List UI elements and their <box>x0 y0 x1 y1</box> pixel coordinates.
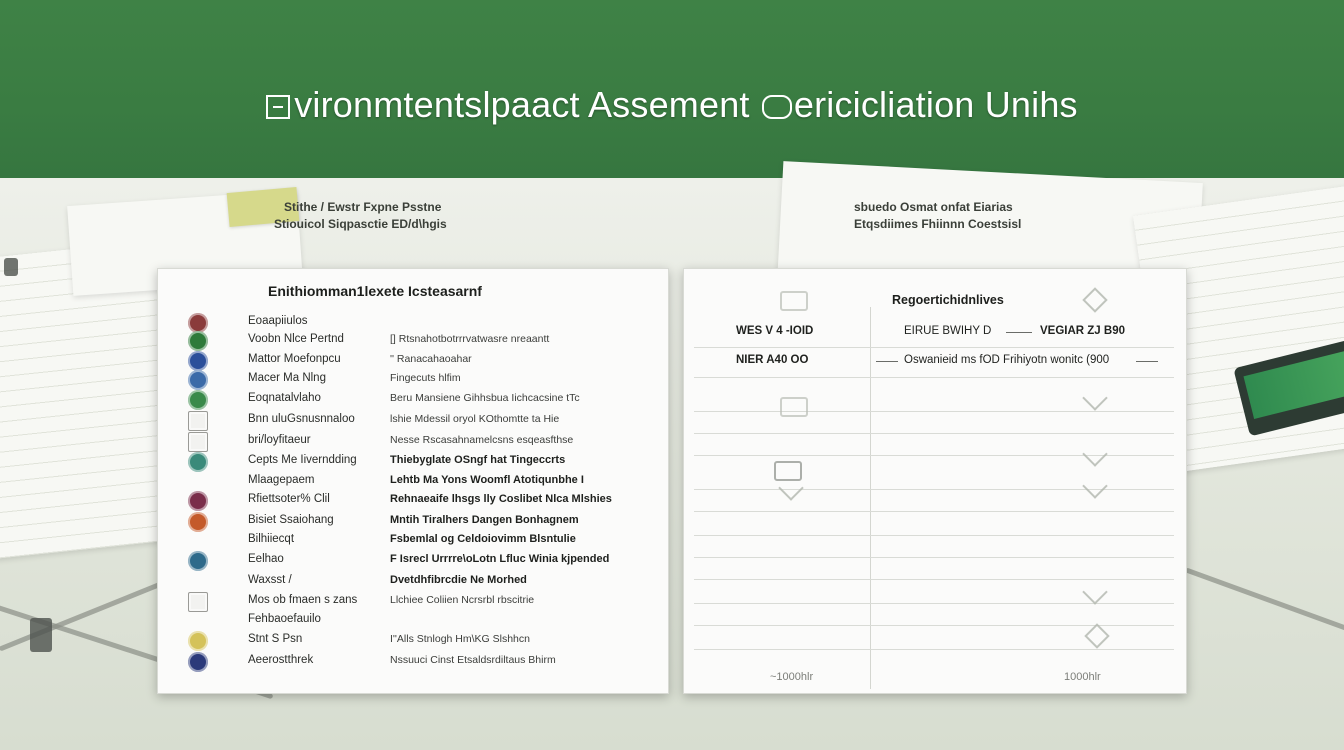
header-banner <box>0 0 1344 178</box>
page-icon <box>188 411 208 431</box>
cell-value: Oswanieid ms fOD Frihiyotn wonitc (900 <box>904 354 1110 366</box>
item-value: Llchiee Coliien Ncrsrbl rbscitrie <box>390 594 535 606</box>
background-label-right <box>854 199 1021 233</box>
item-value: '' Ranacahaoahar <box>390 353 472 365</box>
title-text-2: ericicliation Unihs <box>793 84 1078 125</box>
tree-icon <box>188 390 208 410</box>
background-label-line: sbuedo Osmat onfat Eiarias <box>854 200 1013 214</box>
row-line <box>694 625 1174 626</box>
list-item <box>158 472 670 492</box>
row-line <box>694 377 1174 378</box>
list-item <box>158 370 670 390</box>
cell-value: WES V 4 -IOID <box>736 325 814 337</box>
list-item <box>158 351 670 371</box>
list-item <box>158 631 670 651</box>
item-label: Mos ob fmaen s zans <box>248 594 358 606</box>
item-value: Dvetdhfibrcdie Ne Morhed <box>390 574 527 586</box>
item-value: Thiebyglate OSngf hat Tingeccrts <box>390 454 566 466</box>
page-title <box>0 84 1344 126</box>
footer-value: 1000hlr <box>1064 671 1101 683</box>
background-label-line: Stiouicol Siqpasctie ED/d\hgis <box>274 217 447 231</box>
chevron-down-icon <box>1082 441 1107 466</box>
list-item <box>158 652 670 672</box>
requirements-panel <box>683 268 1187 694</box>
item-label: Cepts Me Iiverndding <box>248 454 357 466</box>
item-label: Mlaagepaem <box>248 474 315 486</box>
item-label: Aeerostthrek <box>248 654 314 666</box>
background-rod <box>1185 567 1344 633</box>
row-line <box>694 579 1174 580</box>
item-label: bri/loyfitaeur <box>248 434 311 446</box>
leaf-icon <box>266 95 290 119</box>
list-item <box>158 452 670 472</box>
doc-icon <box>188 592 208 612</box>
panel-title: Enithiomman1lexete Icsteasarnf <box>268 283 482 299</box>
cloud-icon <box>762 95 792 119</box>
recycle-icon <box>188 452 208 472</box>
list-item <box>158 572 670 592</box>
row-line <box>694 557 1174 558</box>
title-text-1: vironmtentslpaact Assement <box>294 84 750 125</box>
row-line <box>694 411 1174 412</box>
globe-icon <box>188 351 208 371</box>
list-item <box>158 411 670 431</box>
list-item <box>158 432 670 452</box>
list-item <box>158 592 670 612</box>
cell-value: VEGIAR ZJ B90 <box>1040 325 1125 337</box>
earth-icon <box>188 551 208 571</box>
item-value: Fingecuts hlfim <box>390 372 461 384</box>
item-value: Nesse Rscasahnamelcsns esqeasfthse <box>390 434 574 446</box>
item-value: Mntih Tiralhers Dangen Bonhagnem <box>390 514 579 526</box>
item-value: Nssuuci Cinst Etsaldsrdiltaus Bhirm <box>390 654 556 666</box>
binder-clip <box>30 618 52 652</box>
row-line <box>694 535 1174 536</box>
binder-clip <box>4 258 18 276</box>
flower-icon <box>188 631 208 651</box>
cell-value: EIRUE BWIHY D <box>904 325 992 337</box>
target-icon <box>188 491 208 511</box>
row-line <box>694 511 1174 512</box>
row-line <box>694 603 1174 604</box>
item-label: Mattor Moefonpcu <box>248 353 341 365</box>
item-value: [] Rtsnahotbotrrrvatwasre nreaantt <box>390 333 550 345</box>
list-item <box>158 512 670 532</box>
item-value: Rehnaeaife lhsgs lly Coslibet Nlca Mlshies <box>390 493 612 505</box>
item-value: Fsbemlal og Celdoiovimm Blsntulie <box>390 533 576 545</box>
item-value: Lehtb Ma Yons Woomfl Atotiqunbhe I <box>390 474 584 486</box>
row-line <box>694 649 1174 650</box>
list-item <box>158 531 670 551</box>
diamond-icon <box>1082 287 1107 312</box>
background-label-line: Stithe / Ewstr Fxpne Psstne <box>284 200 442 214</box>
item-label: Macer Ma Nlng <box>248 372 326 384</box>
background-label-line: Etqsdiimes Fhiinnn Coestsisl <box>854 217 1022 231</box>
item-label: Waxsst / <box>248 574 292 586</box>
panel-title: Regoertichidnlives <box>892 293 1004 307</box>
item-value: I''Alls Stnlogh Hm\KG Slshhcn <box>390 633 530 645</box>
water-icon <box>188 370 208 390</box>
badge-icon <box>188 652 208 672</box>
item-label: Bisiet Ssaiohang <box>248 514 334 526</box>
chevron-down-icon <box>1082 473 1107 498</box>
list-item <box>158 331 670 351</box>
item-value: Beru Mansiene Gihhsbua Iichcacsine tTc <box>390 392 580 404</box>
leaf-icon <box>188 331 208 351</box>
item-label: Stnt S Psn <box>248 633 303 645</box>
impact-list-panel <box>157 268 669 694</box>
item-label: Eoaapiiulos <box>248 315 308 327</box>
item-value: F Isrecl Urrrre\oLotn Lfluc Winia kjpended <box>390 553 610 565</box>
footer-value: ~1000hlr <box>770 671 814 683</box>
row-line <box>694 347 1174 348</box>
item-label: Fehbaoefauilo <box>248 613 321 625</box>
column-divider <box>870 307 871 689</box>
page-icon <box>188 432 208 452</box>
gear-icon <box>188 313 208 333</box>
item-label: Eelhao <box>248 553 284 565</box>
item-label: Eoqnatalvlaho <box>248 392 321 404</box>
sun-icon <box>188 512 208 532</box>
chevron-down-icon <box>1082 579 1107 604</box>
list-item <box>158 491 670 511</box>
item-label: Bnn uluGsnusnnaloo <box>248 413 355 425</box>
dash-separator <box>1136 361 1158 362</box>
document-icon <box>780 397 808 417</box>
item-label: Rfiettsoter% Clil <box>248 493 330 505</box>
item-label: Bilhiiecqt <box>248 533 295 545</box>
list-item <box>158 611 670 631</box>
tablet-screen <box>1243 351 1344 419</box>
list-item <box>158 551 670 571</box>
row-line <box>694 433 1174 434</box>
background-label-left <box>274 199 447 233</box>
item-value: lshie Mdessil oryol KOthomtte ta Hie <box>390 413 560 425</box>
item-label: Voobn Nlce Pertnd <box>248 333 344 345</box>
list-item <box>158 313 670 333</box>
dash-separator <box>876 361 898 362</box>
diamond-icon <box>1084 623 1109 648</box>
chevron-down-icon <box>1082 385 1107 410</box>
list-item <box>158 390 670 410</box>
dash-separator <box>1006 332 1032 333</box>
cell-value: NIER A40 OO <box>736 354 809 366</box>
document-icon <box>780 291 808 311</box>
